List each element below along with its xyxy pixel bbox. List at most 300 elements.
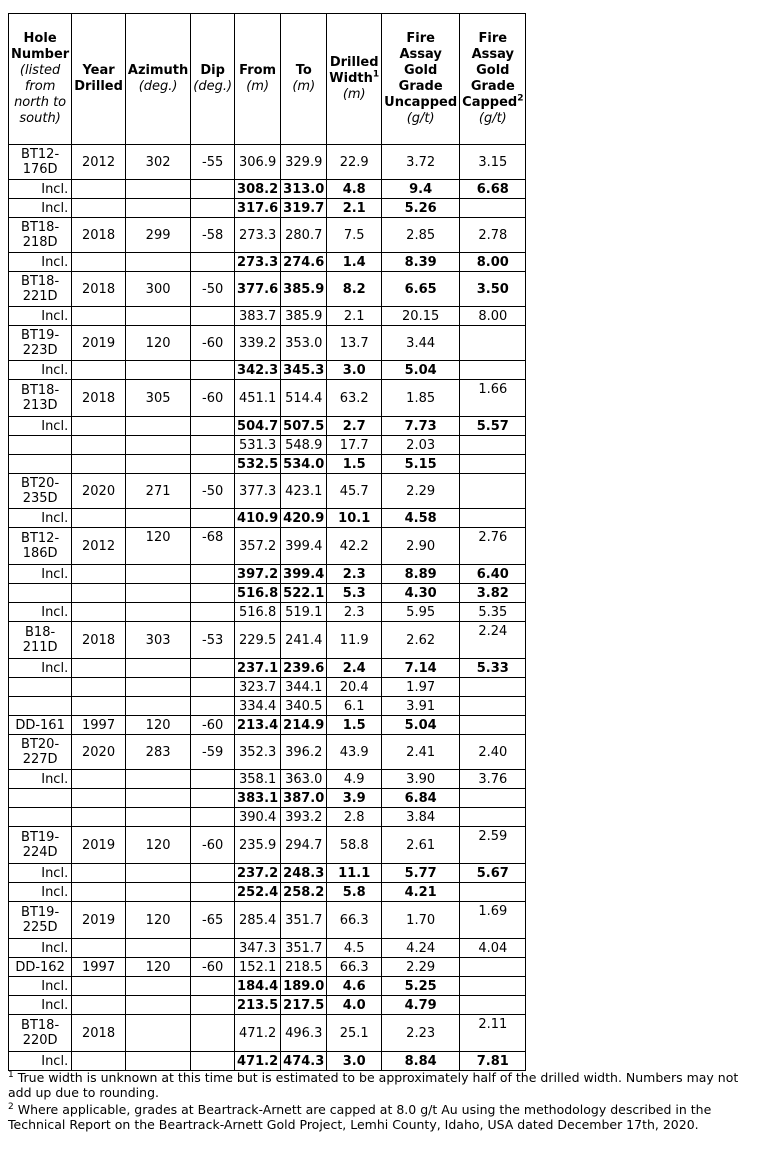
table-cell: 2.40 [460, 735, 526, 770]
table-cell [125, 565, 190, 584]
table-cell: BT20-235D [9, 474, 72, 509]
table-cell: 6.84 [382, 789, 460, 808]
table-cell: 387.0 [281, 789, 327, 808]
table-row [9, 565, 526, 584]
table-row [9, 864, 526, 883]
table-cell [191, 1052, 235, 1071]
table-cell: 2.78 [460, 218, 526, 253]
table-cell [460, 678, 526, 697]
table-cell: 339.2 [235, 326, 281, 361]
column-header [72, 14, 126, 145]
table-cell: -65 [191, 902, 235, 939]
table-row [9, 678, 526, 697]
table-cell [125, 603, 190, 622]
table-cell: 319.7 [281, 199, 327, 218]
table-cell: 13.7 [327, 326, 382, 361]
table-cell: -60 [191, 958, 235, 977]
table-cell: 4.24 [382, 939, 460, 958]
table-cell: -68 [191, 528, 235, 565]
table-cell: -60 [191, 380, 235, 417]
table-cell: 2018 [72, 1015, 126, 1052]
table-cell: 3.90 [382, 770, 460, 789]
table-cell: 2012 [72, 528, 126, 565]
table-cell: 522.1 [281, 584, 327, 603]
table-cell: BT19-223D [9, 326, 72, 361]
table-cell [460, 436, 526, 455]
table-cell: 17.7 [327, 436, 382, 455]
table-cell: 58.8 [327, 827, 382, 864]
table-cell [72, 939, 126, 958]
table-cell: 352.3 [235, 735, 281, 770]
table-row [9, 716, 526, 735]
table-cell [125, 659, 190, 678]
table-cell: 306.9 [235, 145, 281, 180]
table-cell: 2019 [72, 326, 126, 361]
table-cell: 351.7 [281, 902, 327, 939]
table-row [9, 180, 526, 199]
table-cell [72, 603, 126, 622]
table-cell: 2.11 [460, 1015, 526, 1052]
table-cell: Incl. [9, 417, 72, 436]
table-cell [72, 697, 126, 716]
table-cell: 229.5 [235, 622, 281, 659]
table-cell: B18-211D [9, 622, 72, 659]
table-cell: 2.4 [327, 659, 382, 678]
table-cell: 2.62 [382, 622, 460, 659]
table-cell: 3.9 [327, 789, 382, 808]
table-cell: 5.57 [460, 417, 526, 436]
table-cell [9, 697, 72, 716]
table-cell: Incl. [9, 864, 72, 883]
table-cell: 5.95 [382, 603, 460, 622]
table-cell [125, 436, 190, 455]
table-cell [125, 307, 190, 326]
table-cell [460, 509, 526, 528]
table-cell [191, 361, 235, 380]
table-row [9, 883, 526, 902]
table-row [9, 902, 526, 939]
table-cell: 420.9 [281, 509, 327, 528]
table-cell: Incl. [9, 770, 72, 789]
table-cell: 213.4 [235, 716, 281, 735]
table-cell [125, 996, 190, 1015]
table-cell: 120 [125, 716, 190, 735]
table-cell: 385.9 [281, 307, 327, 326]
column-header-unit: (g/t) [406, 111, 435, 126]
table-cell: 5.77 [382, 864, 460, 883]
table-cell: 3.82 [460, 584, 526, 603]
table-row [9, 218, 526, 253]
table-cell [191, 436, 235, 455]
table-cell [191, 939, 235, 958]
table-cell: 342.3 [235, 361, 281, 380]
table-cell: 120 [125, 902, 190, 939]
column-header [327, 14, 382, 145]
table-cell: 2.1 [327, 199, 382, 218]
table-cell [191, 307, 235, 326]
column-header [9, 14, 72, 145]
table-cell: -50 [191, 272, 235, 307]
table-row [9, 939, 526, 958]
table-cell: 5.04 [382, 361, 460, 380]
table-cell: 3.76 [460, 770, 526, 789]
table-cell: 377.6 [235, 272, 281, 307]
table-cell: 3.0 [327, 1052, 382, 1071]
table-cell [460, 883, 526, 902]
table-cell: 2.85 [382, 218, 460, 253]
table-cell: 152.1 [235, 958, 281, 977]
table-cell: BT12-186D [9, 528, 72, 565]
table-cell: 4.58 [382, 509, 460, 528]
table-row [9, 770, 526, 789]
column-header-unit: (deg.) [193, 79, 233, 94]
table-cell: 344.1 [281, 678, 327, 697]
table-cell: 3.50 [460, 272, 526, 307]
column-header-title: Fire Assay Gold Grade Capped [462, 31, 518, 110]
table-cell: 4.0 [327, 996, 382, 1015]
table-cell [191, 1015, 235, 1052]
column-header [125, 14, 190, 145]
table-cell: BT18-221D [9, 272, 72, 307]
table-cell [191, 659, 235, 678]
table-cell [191, 770, 235, 789]
table-cell: 3.44 [382, 326, 460, 361]
table-cell: 8.00 [460, 307, 526, 326]
table-cell: 20.4 [327, 678, 382, 697]
table-cell [9, 584, 72, 603]
table-cell: 377.3 [235, 474, 281, 509]
table-cell [460, 199, 526, 218]
table-cell: 66.3 [327, 902, 382, 939]
table-row [9, 977, 526, 996]
table-cell [191, 180, 235, 199]
table-cell: 397.2 [235, 565, 281, 584]
table-row [9, 827, 526, 864]
table-cell: 5.04 [382, 716, 460, 735]
table-row [9, 622, 526, 659]
table-cell: 5.26 [382, 199, 460, 218]
column-header-unit: (m) [246, 79, 270, 94]
column-header-unit: (m) [342, 87, 366, 102]
table-cell [72, 584, 126, 603]
table-cell: 285.4 [235, 902, 281, 939]
table-cell [460, 977, 526, 996]
table-cell: 399.4 [281, 528, 327, 565]
table-cell: 2012 [72, 145, 126, 180]
table-cell [191, 455, 235, 474]
table-cell: 20.15 [382, 307, 460, 326]
table-cell: 2.03 [382, 436, 460, 455]
table-cell [72, 678, 126, 697]
table-cell: 1.69 [460, 902, 526, 939]
table-cell [460, 716, 526, 735]
column-header-title: To [295, 63, 312, 78]
table-cell: Incl. [9, 253, 72, 272]
table-cell [72, 565, 126, 584]
table-cell: 302 [125, 145, 190, 180]
table-cell [72, 307, 126, 326]
table-cell: 299 [125, 218, 190, 253]
table-cell: 241.4 [281, 622, 327, 659]
table-row [9, 326, 526, 361]
table-row [9, 958, 526, 977]
table-cell [125, 678, 190, 697]
table-cell: 2.41 [382, 735, 460, 770]
table-row [9, 1015, 526, 1052]
table-row [9, 603, 526, 622]
table-cell: BT12-176D [9, 145, 72, 180]
table-cell: 496.3 [281, 1015, 327, 1052]
table-cell [191, 864, 235, 883]
column-header-title: From [239, 63, 277, 78]
table-cell [125, 1052, 190, 1071]
table-cell: 471.2 [235, 1052, 281, 1071]
table-cell: 6.1 [327, 697, 382, 716]
table-cell: 8.00 [460, 253, 526, 272]
table-cell [72, 1052, 126, 1071]
table-cell: 2.76 [460, 528, 526, 565]
table-cell: BT20-227D [9, 735, 72, 770]
table-cell: 2020 [72, 474, 126, 509]
table-row [9, 808, 526, 827]
table-cell: 239.6 [281, 659, 327, 678]
table-cell: 2018 [72, 622, 126, 659]
table-cell [125, 199, 190, 218]
table-cell: 3.91 [382, 697, 460, 716]
table-cell [191, 789, 235, 808]
table-cell [191, 584, 235, 603]
table-cell: 4.9 [327, 770, 382, 789]
table-cell [460, 474, 526, 509]
table-cell: 218.5 [281, 958, 327, 977]
table-cell: 2.3 [327, 603, 382, 622]
footnote [8, 1102, 743, 1132]
table-cell: 532.5 [235, 455, 281, 474]
column-header-unit: (listed from north to south) [14, 63, 67, 126]
table-cell: 120 [125, 528, 190, 565]
table-cell: 396.2 [281, 735, 327, 770]
table-cell [191, 996, 235, 1015]
table-cell: -55 [191, 145, 235, 180]
table-cell: 237.1 [235, 659, 281, 678]
table-cell: 235.9 [235, 827, 281, 864]
table-cell: 329.9 [281, 145, 327, 180]
table-cell: BT18-213D [9, 380, 72, 417]
table-cell [125, 697, 190, 716]
column-header [382, 14, 460, 145]
table-cell [72, 180, 126, 199]
table-cell: 252.4 [235, 883, 281, 902]
table-cell: 120 [125, 326, 190, 361]
table-cell: 1.5 [327, 716, 382, 735]
table-cell: 334.4 [235, 697, 281, 716]
table-cell: 474.3 [281, 1052, 327, 1071]
table-cell: Incl. [9, 883, 72, 902]
table-cell: 120 [125, 958, 190, 977]
table-cell [72, 436, 126, 455]
table-row [9, 253, 526, 272]
table-cell [460, 789, 526, 808]
footnote [8, 1070, 743, 1100]
table-cell: 2.29 [382, 958, 460, 977]
table-cell: 347.3 [235, 939, 281, 958]
table-cell: 308.2 [235, 180, 281, 199]
table-cell: 43.9 [327, 735, 382, 770]
table-cell: 516.8 [235, 603, 281, 622]
table-cell [191, 808, 235, 827]
table-cell: 5.8 [327, 883, 382, 902]
table-cell [72, 789, 126, 808]
table-cell [191, 678, 235, 697]
table-cell: 120 [125, 827, 190, 864]
table-cell: Incl. [9, 939, 72, 958]
table-row [9, 380, 526, 417]
table-cell [72, 417, 126, 436]
table-cell: 10.1 [327, 509, 382, 528]
table-cell: 2.23 [382, 1015, 460, 1052]
footnote-marker: 1 [8, 1069, 14, 1080]
table-cell: BT18-220D [9, 1015, 72, 1052]
table-cell: 2.59 [460, 827, 526, 864]
table-cell: 2018 [72, 218, 126, 253]
table-cell: Incl. [9, 996, 72, 1015]
table-cell: 184.4 [235, 977, 281, 996]
table-cell [125, 939, 190, 958]
table-cell [9, 455, 72, 474]
table-cell [191, 565, 235, 584]
table-cell: 213.5 [235, 996, 281, 1015]
table-row [9, 436, 526, 455]
table-row [9, 584, 526, 603]
table-cell: 516.8 [235, 584, 281, 603]
table-cell [191, 509, 235, 528]
table-cell: 8.39 [382, 253, 460, 272]
table-cell [72, 864, 126, 883]
table-cell [72, 361, 126, 380]
table-cell: 2.24 [460, 622, 526, 659]
table-cell [460, 326, 526, 361]
table-cell: 390.4 [235, 808, 281, 827]
table-cell: -60 [191, 827, 235, 864]
table-cell: 3.72 [382, 145, 460, 180]
table-row [9, 697, 526, 716]
table-cell: BT19-225D [9, 902, 72, 939]
table-cell [72, 808, 126, 827]
table-row [9, 789, 526, 808]
table-row [9, 474, 526, 509]
table-cell: 507.5 [281, 417, 327, 436]
column-header-title: Dip [200, 63, 225, 78]
table-row [9, 528, 526, 565]
table-cell: 2.90 [382, 528, 460, 565]
table-cell: -53 [191, 622, 235, 659]
table-cell: Incl. [9, 1052, 72, 1071]
table-cell [125, 789, 190, 808]
table-cell: 1997 [72, 716, 126, 735]
table-cell: -60 [191, 326, 235, 361]
table-cell: 5.15 [382, 455, 460, 474]
column-header-title: Drilled Width [329, 55, 379, 86]
footnote-text: True width is unknown at this time but is estimated to be approximately half of the drilled width. Numbers may not add up due to rounding. [8, 1070, 739, 1100]
table-cell: 3.84 [382, 808, 460, 827]
table-cell: 7.81 [460, 1052, 526, 1071]
table-row [9, 455, 526, 474]
table-row [9, 307, 526, 326]
table-cell [460, 958, 526, 977]
table-cell: 22.9 [327, 145, 382, 180]
table-cell [460, 808, 526, 827]
table-cell [191, 697, 235, 716]
drill-results-table [8, 13, 526, 1071]
table-row [9, 996, 526, 1015]
table-cell: 6.65 [382, 272, 460, 307]
table-cell: 399.4 [281, 565, 327, 584]
column-header-unit: (deg.) [138, 79, 178, 94]
table-cell [125, 977, 190, 996]
table-cell [9, 678, 72, 697]
column-header [235, 14, 281, 145]
table-row [9, 199, 526, 218]
table-cell [191, 417, 235, 436]
table-cell [125, 417, 190, 436]
column-header-unit: (m) [292, 79, 316, 94]
table-cell: 45.7 [327, 474, 382, 509]
table-cell: 271 [125, 474, 190, 509]
table-cell: 25.1 [327, 1015, 382, 1052]
table-cell: 4.21 [382, 883, 460, 902]
table-cell [72, 253, 126, 272]
table-cell: 353.0 [281, 326, 327, 361]
table-cell: 3.15 [460, 145, 526, 180]
table-cell: 4.6 [327, 977, 382, 996]
table-cell [125, 808, 190, 827]
table-cell: 283 [125, 735, 190, 770]
table-cell: -58 [191, 218, 235, 253]
table-cell: 410.9 [235, 509, 281, 528]
table-cell: 317.6 [235, 199, 281, 218]
table-cell [191, 603, 235, 622]
table-row [9, 145, 526, 180]
table-cell: Incl. [9, 659, 72, 678]
table-cell: 237.2 [235, 864, 281, 883]
table-cell: 1.5 [327, 455, 382, 474]
table-cell: Incl. [9, 361, 72, 380]
table-cell: DD-161 [9, 716, 72, 735]
table-cell: Incl. [9, 603, 72, 622]
table-cell: 4.5 [327, 939, 382, 958]
table-cell [9, 808, 72, 827]
table-cell: 2018 [72, 272, 126, 307]
table-cell [72, 977, 126, 996]
table-cell: 4.8 [327, 180, 382, 199]
table-cell: 5.3 [327, 584, 382, 603]
table-row [9, 361, 526, 380]
table-cell: 2.3 [327, 565, 382, 584]
table-cell: 1.97 [382, 678, 460, 697]
column-header [191, 14, 235, 145]
table-cell: 11.9 [327, 622, 382, 659]
table-cell: 2.29 [382, 474, 460, 509]
column-header-title: Azimuth [127, 63, 189, 78]
table-cell: 273.3 [235, 218, 281, 253]
footnote-marker: 2 [517, 93, 524, 104]
table-cell [125, 883, 190, 902]
table-row [9, 509, 526, 528]
table-cell: 6.68 [460, 180, 526, 199]
table-cell: 2.8 [327, 808, 382, 827]
table-cell: -60 [191, 716, 235, 735]
table-cell [191, 883, 235, 902]
